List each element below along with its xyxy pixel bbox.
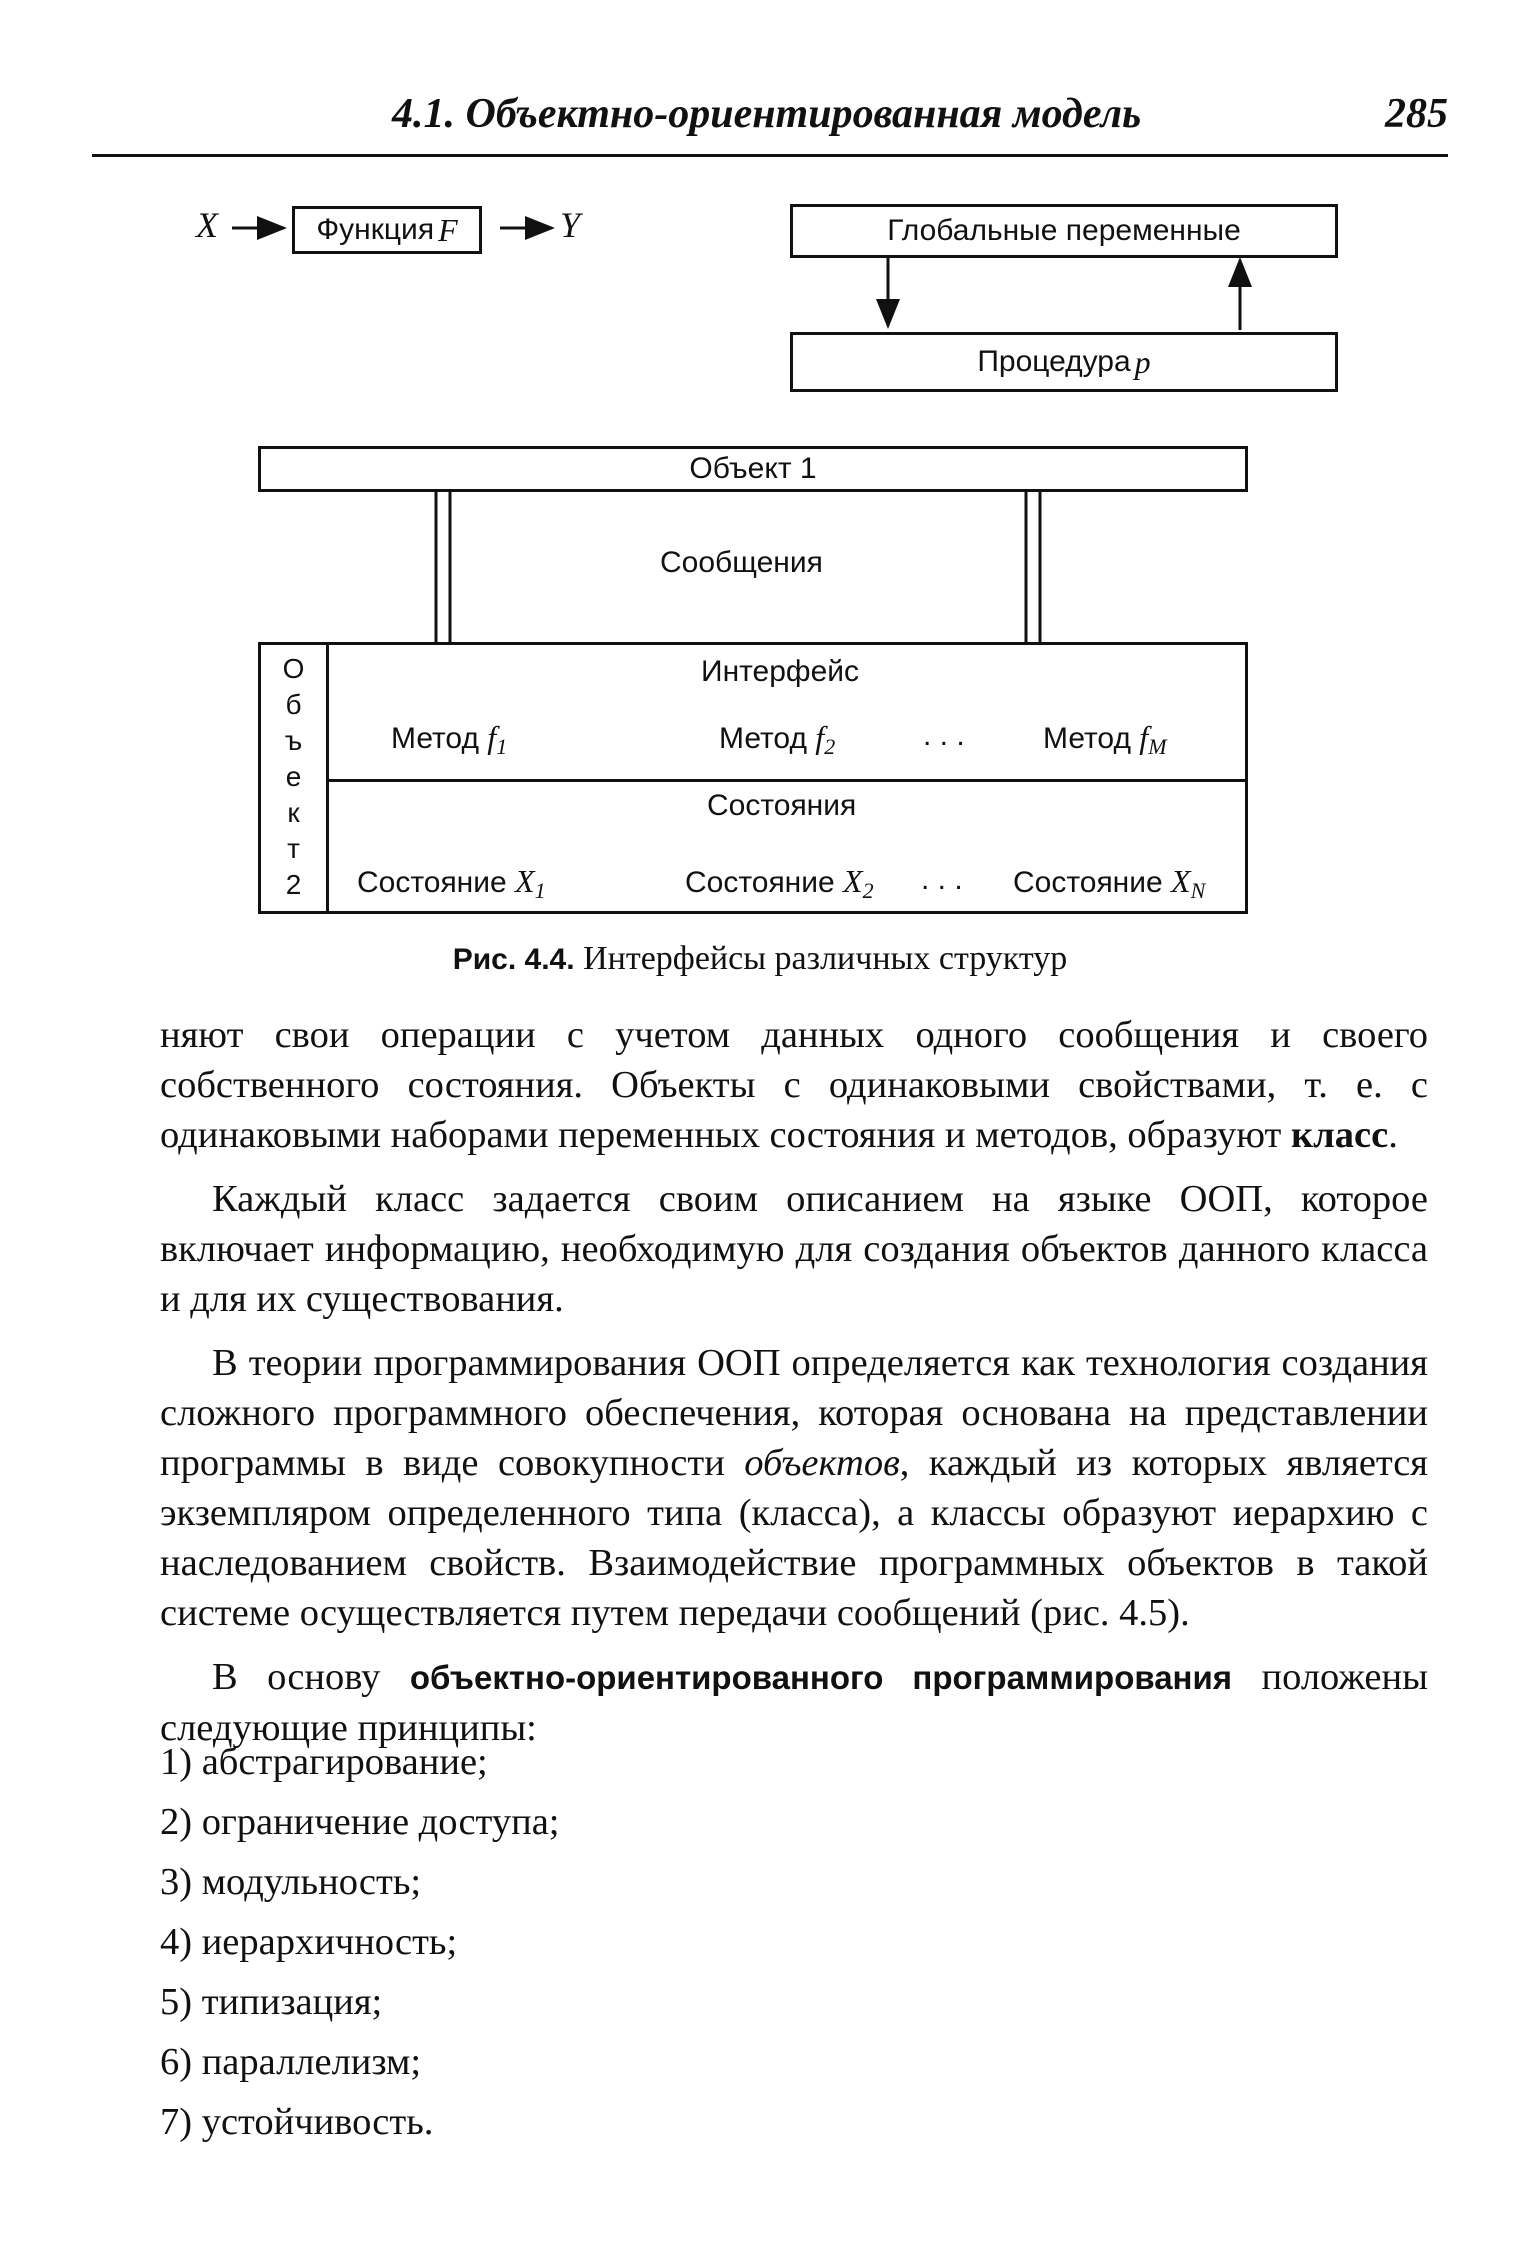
list-item: 1) абстрагирование; xyxy=(160,1741,488,1783)
states-label: Состояния xyxy=(707,789,857,822)
paragraph-4: В основу объектно-ориентированного программирования положены следующие принципы: xyxy=(160,1656,1428,1749)
object2-letter: О xyxy=(282,653,305,684)
page-number: 285 xyxy=(1385,91,1448,137)
caption-label: Рис. 4.4. xyxy=(452,943,575,976)
paragraph-1: няют свои операции с учетом данных одного сообщения и своего собственного состояния. Объекты с одинаковыми свойствами, т. е. с одинаковыми наборами переменных состояния и методов, образуют класс. xyxy=(160,1014,1428,1156)
procedure-label: Процедура xyxy=(977,345,1131,378)
output-y: Y xyxy=(560,205,581,245)
procedure-box xyxy=(790,332,1338,392)
method-2: Метод $f_2$ xyxy=(719,719,836,759)
list-item: 2) ограничение доступа; xyxy=(160,1801,560,1843)
list-item: 6) параллелизм; xyxy=(160,2041,422,2083)
object2-letter: б xyxy=(285,689,302,720)
method-ellipsis: . . . xyxy=(923,719,965,752)
list-item: 4) иерархичность; xyxy=(160,1921,458,1963)
object2-vertical-label xyxy=(261,645,329,911)
object2-letter: 2 xyxy=(285,869,302,900)
messages-label: Сообщения xyxy=(660,546,823,579)
state-1: Состояние $X_1$ xyxy=(357,863,546,903)
input-x: X xyxy=(196,205,218,245)
object2-letter: ъ xyxy=(284,725,303,756)
figure-caption xyxy=(0,940,1520,978)
interface-label: Интерфейс xyxy=(701,655,860,688)
object2-letter: е xyxy=(285,761,302,792)
object2-letter: т xyxy=(287,833,300,864)
global-variables-label: Глобальные переменные xyxy=(887,214,1241,247)
interface-states-divider xyxy=(329,779,1245,782)
list-item: 5) типизация; xyxy=(160,1981,383,2023)
state-ellipsis: . . . xyxy=(921,863,963,896)
function-label: Функция xyxy=(316,213,435,246)
caption-text: Интерфейсы различных структур xyxy=(583,940,1068,977)
object1-label: Объект 1 xyxy=(689,452,817,485)
global-variables-box xyxy=(790,204,1338,258)
object1-box xyxy=(258,446,1248,492)
object2-box xyxy=(258,642,1248,914)
state-2: Состояние $X_2$ xyxy=(685,863,874,903)
body-text xyxy=(160,1010,1428,1767)
paragraph-2: Каждый класс задается своим описанием на языке ООП, которое включает информацию, необходимую для создания объектов данного класса и для их существования. xyxy=(160,1178,1428,1320)
method-m: Метод $f_M$ xyxy=(1043,719,1167,759)
header-title: 4.1. Объектно-ориентированная модель xyxy=(392,91,1142,137)
list-item: 3) модульность; xyxy=(160,1861,422,1903)
paragraph-3: В теории программирования ООП определяется как технология создания сложного программного обеспечения, которая основана на представлении программы в виде совокупности объектов, каждый из которых является экземпляром определенного типа (класса), а классы образуют иерархию с наследованием свойств. Взаимодействие программных объектов в такой системе осуществляется путем передачи сообщений (рис. 4.5). xyxy=(160,1342,1428,1634)
method-1: Метод $f_1$ xyxy=(391,719,508,759)
function-box xyxy=(292,206,482,254)
list-item: 7) устойчивость. xyxy=(160,2101,434,2143)
state-n: Состояние $X_N$ xyxy=(1013,863,1206,903)
function-var: F xyxy=(438,211,458,248)
object2-letter: к xyxy=(287,797,300,828)
procedure-var: p xyxy=(1134,343,1151,380)
